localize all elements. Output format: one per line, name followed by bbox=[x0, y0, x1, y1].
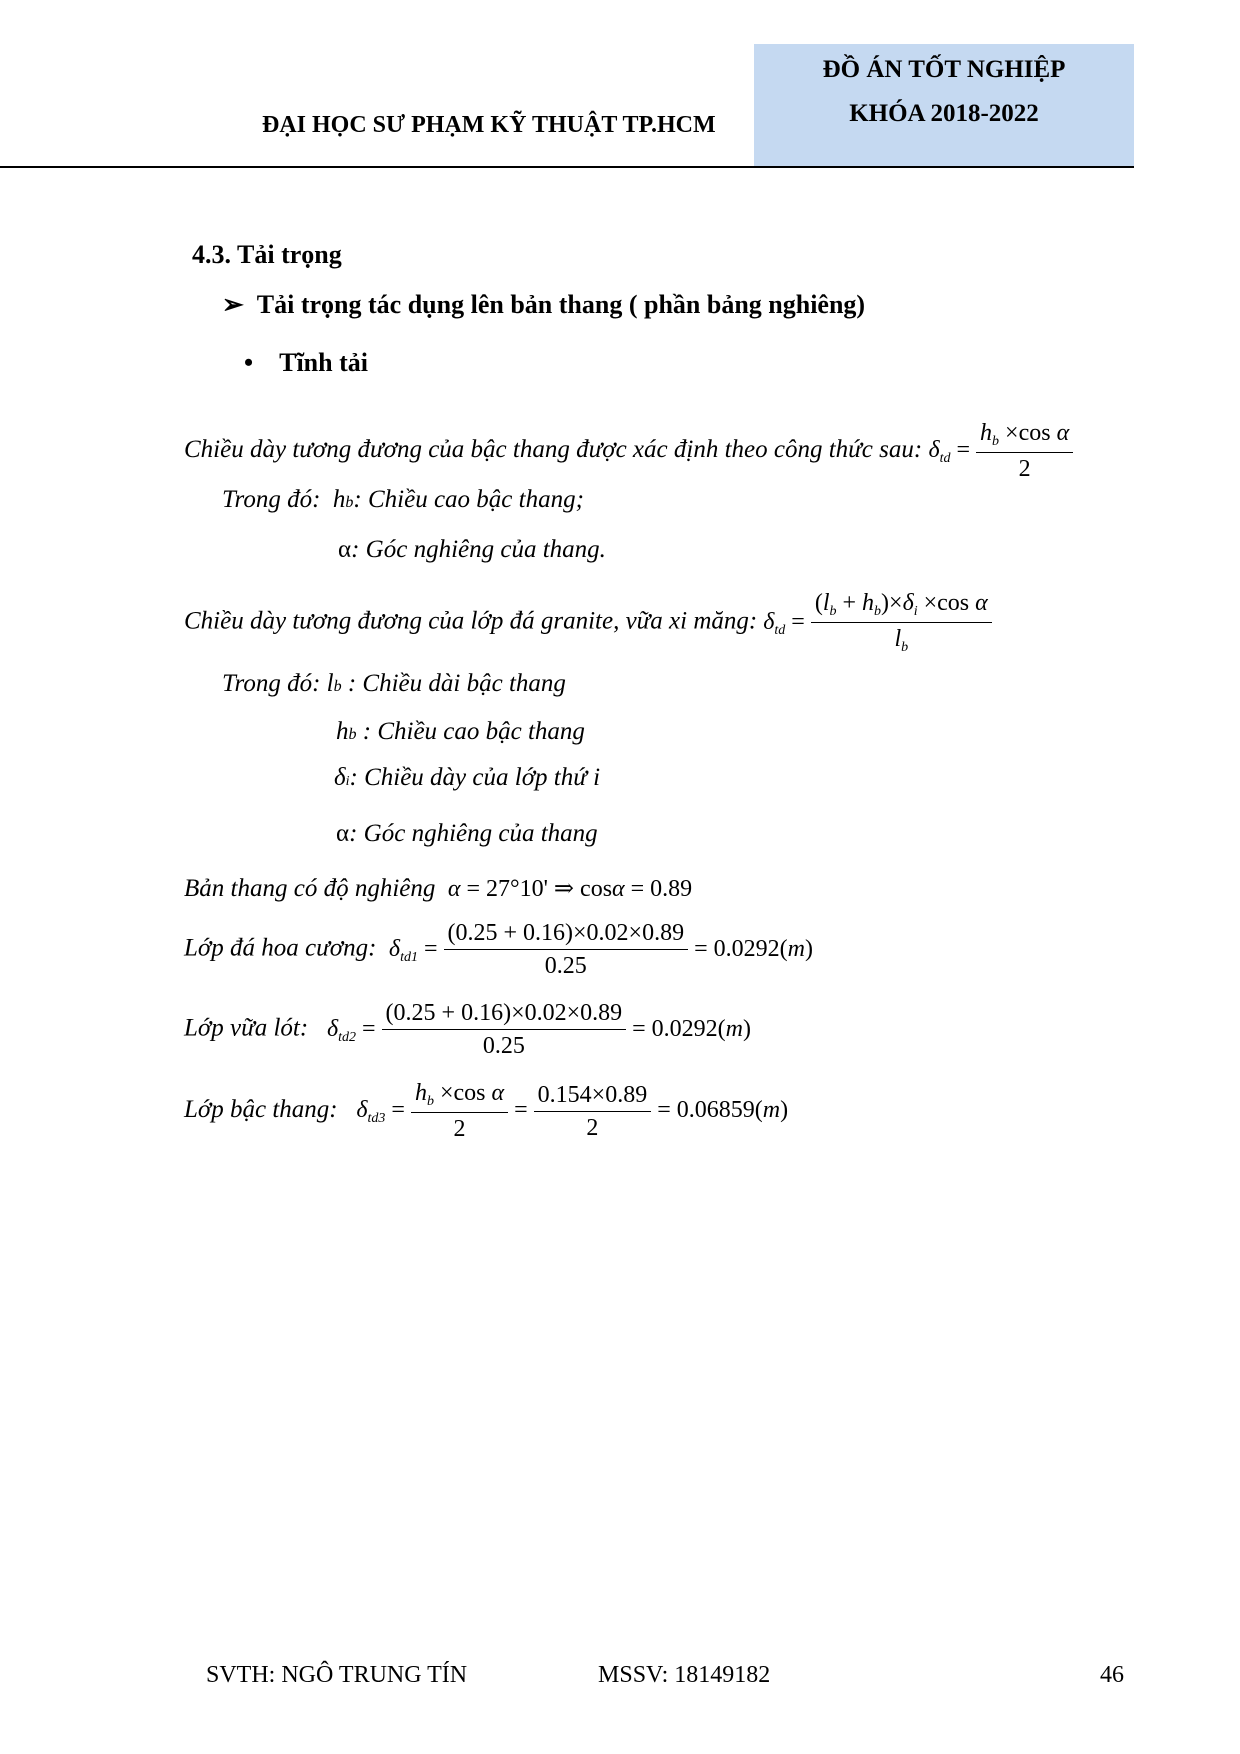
where2-alpha: α: Góc nghiêng của thang bbox=[336, 820, 598, 847]
formula-layer-thickness: $\delta_{td}$ = $\frac{(l_b + h_b)\times\delta_i \times\cos \alpha}{l_b}$ bbox=[757, 609, 992, 635]
page-number: 46 bbox=[1100, 1662, 1124, 1688]
project-title: ĐỒ ÁN TỐT NGHIỆP bbox=[822, 56, 1066, 83]
where1-hb: Trong đó: hb: Chiều cao bậc thang; bbox=[222, 486, 584, 513]
header-title-box bbox=[754, 44, 1134, 166]
footer-student-id: MSSV: 18149182 bbox=[598, 1662, 771, 1688]
layer1-line: Lớp đá hoa cương: $\delta_{td1}$ = $\frac{(0.25 + 0.16)\times 0.02\times 0.89}{0.25}$ = 0.0292(m) bbox=[184, 920, 813, 979]
layer3-line: Lớp bậc thang: $\delta_{td3}$ = $\frac{h_b \times\cos \alpha}{2}$ = $\frac{0.154\times 0.89}{2}$ = 0.06859(m) bbox=[184, 1080, 789, 1142]
granite-thickness-line bbox=[184, 590, 992, 656]
slope-line: Bản thang có độ nghiêng α = 27°10' ⇒ cosα = 0.89 bbox=[184, 875, 693, 902]
footer-student: SVTH: NGÔ TRUNG TÍN bbox=[206, 1662, 468, 1688]
course-years: KHÓA 2018-2022 bbox=[849, 100, 1039, 127]
equiv-thickness-text: Chiều dày tương đương của bậc thang được xác định theo công thức sau: bbox=[184, 436, 923, 464]
subheading-text: Tải trọng tác dụng lên bản thang ( phần bảng nghiêng) bbox=[256, 290, 866, 319]
bullet-item bbox=[244, 348, 368, 378]
dot-bullet-icon: • bbox=[244, 348, 254, 377]
formula-step-fraction: $\frac{h_b \times\cos \alpha}{2}$ bbox=[976, 420, 1073, 483]
bullet-text: Tĩnh tải bbox=[279, 348, 368, 377]
header-rule bbox=[0, 166, 1134, 168]
where2-lb: Trong đó: lb : Chiều dài bậc thang bbox=[222, 670, 566, 697]
granite-thickness-text: Chiều dày tương đương của lớp đá granite, vữa xi măng: bbox=[184, 607, 758, 635]
formula-step-thickness: $\delta_{td}$ = $\frac{h_b \times\cos \alpha}{2}$ bbox=[928, 437, 1073, 463]
equiv-thickness-line bbox=[184, 420, 1073, 483]
university-name: ĐẠI HỌC SƯ PHẠM KỸ THUẬT TP.HCM bbox=[262, 112, 716, 138]
arrow-bullet-icon: ➢ bbox=[222, 290, 244, 319]
where2-delta: δi: Chiều dày của lớp thứ i bbox=[334, 764, 601, 791]
section-heading: 4.3. Tải trọng bbox=[192, 240, 342, 269]
formula-layer-fraction: $\frac{(l_b + h_b)\times\delta_i \times\cos \alpha}{l_b}$ bbox=[811, 590, 992, 656]
where2-hb: hb : Chiều cao bậc thang bbox=[336, 718, 585, 745]
layer2-line: Lớp vữa lót: $\delta_{td2}$ = $\frac{(0.25 + 0.16)\times 0.02\times 0.89}{0.25}$ = 0.0292(m) bbox=[184, 1000, 752, 1059]
where1-alpha: α: Góc nghiêng của thang. bbox=[338, 536, 606, 563]
subheading bbox=[222, 290, 865, 320]
